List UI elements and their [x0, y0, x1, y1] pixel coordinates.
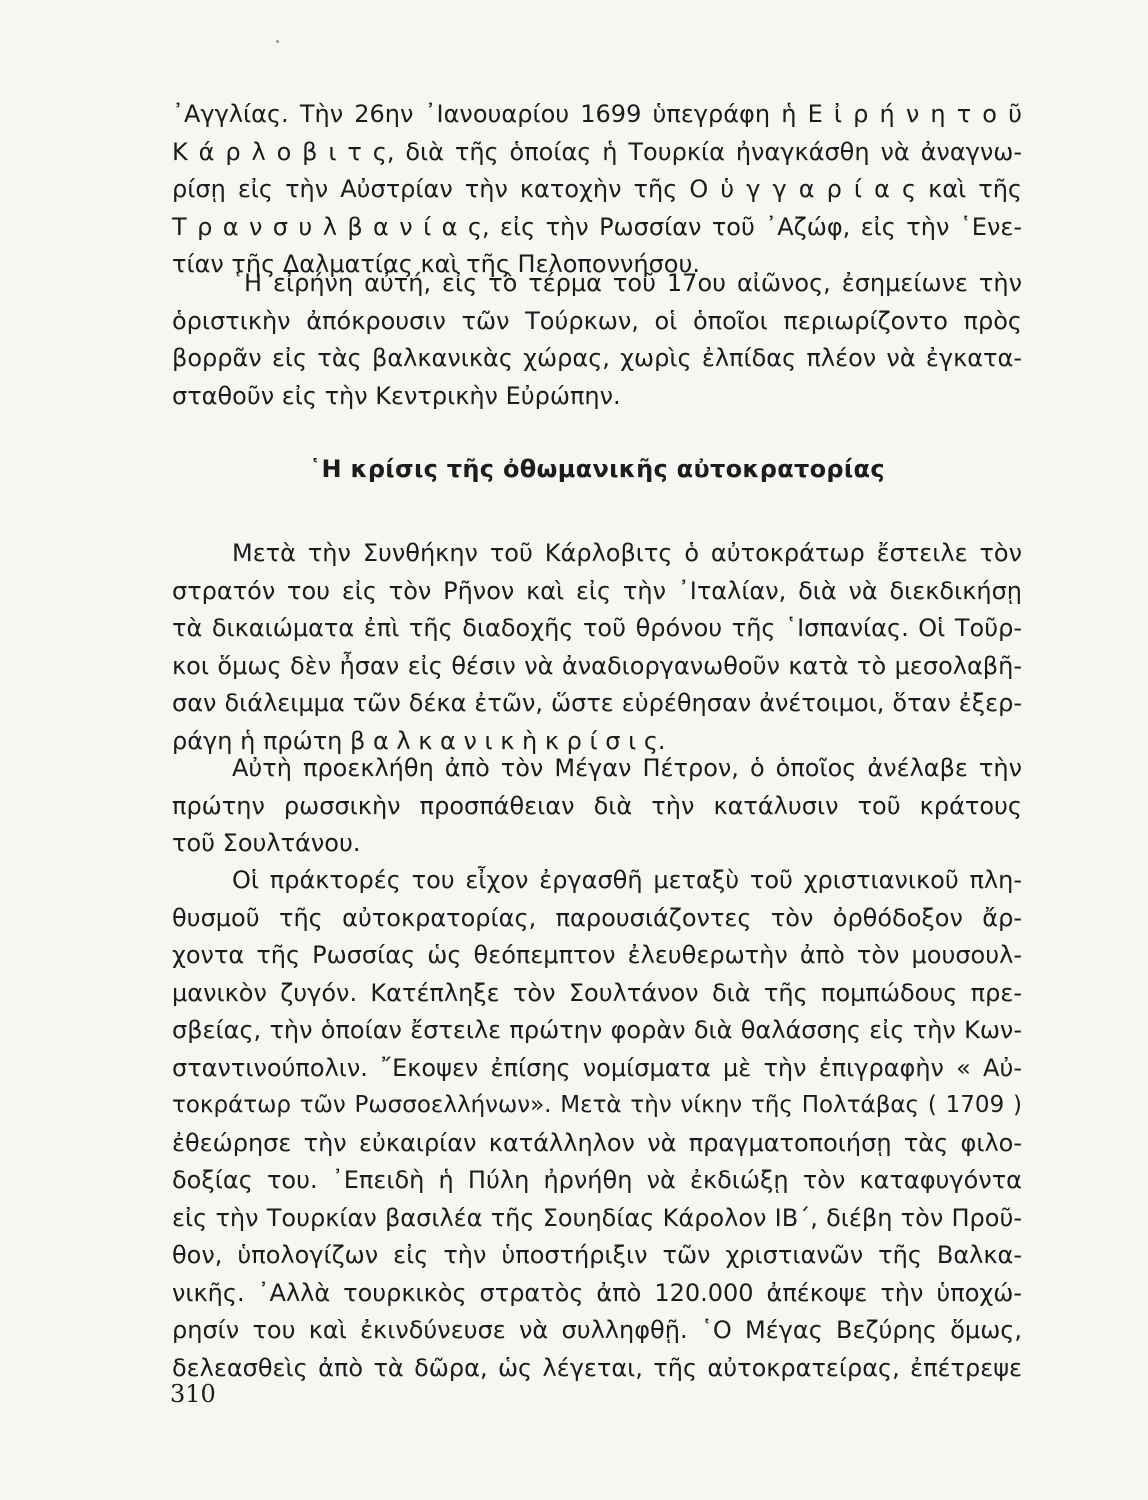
- text-line: τοκράτωρ τῶν Ρωσσοελλήνων». Μετὰ τὴν νίκην τῆς Πολτάβας ( 1709 ): [172, 1092, 1022, 1118]
- text-line: ρησίν του καὶ ἐκινδύνευσε νὰ συλληφθῇ. ῾Ο Μέγας Βεζύρης ὅμως,: [172, 1316, 1022, 1344]
- text-line: Κ ά ρ λ ο β ι τ ς, διὰ τῆς ὁποίας ἡ Τουρκία ἠναγκάσθη νὰ ἀναγνω-: [172, 137, 1022, 166]
- text-line: στρατόν του εἰς τὸν Ρῆνον καὶ εἰς τὴν ᾿Ιταλίαν, διὰ νὰ διεκδικήσῃ: [172, 576, 1022, 605]
- text-line: ἐθεώρησε τὴν εὐκαιρίαν κατάλληλον νὰ πραγματοποιήσῃ τὰς φιλο-: [172, 1128, 1022, 1157]
- text-line: νικῆς. ᾿Αλλὰ τουρκικὸς στρατὸς ἀπὸ 120.000 ἀπέκοψε τὴν ὑποχώ-: [172, 1278, 1022, 1307]
- text-line: Μετὰ τὴν Συνθήκην τοῦ Κάρλοβιτς ὁ αὐτοκράτωρ ἔστειλε τὸν: [232, 539, 1022, 567]
- text-line: θυσμοῦ τῆς αὐτοκρατορίας, παρουσιάζοντες τὸν ὀρθόδοξον ἄρ-: [172, 903, 1022, 932]
- paragraph-peace-significance: [172, 265, 1022, 415]
- paragraph-after-treaty: [172, 535, 1022, 760]
- scan-speck: [276, 40, 279, 43]
- text-line: βορρᾶν εἰς τὰς βαλκανικὰς χώρας, χωρὶς ἐλπίδας πλέον νὰ ἐγκατα-: [172, 344, 1022, 372]
- text-line: Οἱ πράκτορές του εἶχον ἐργασθῆ μεταξὺ τοῦ χριστιανικοῦ πλη-: [232, 866, 1022, 894]
- text-line: Αὐτὴ προεκλήθη ἀπὸ τὸν Μέγαν Πέτρον, ὁ ὁποῖος ἀνέλαβε τὴν: [232, 754, 1022, 782]
- text-line: δελεασθεὶς ἀπὸ τὰ δῶρα, ὡς λέγεται, τῆς αὐτοκρατείρας, ἐπέτρεψε: [172, 1353, 1022, 1382]
- paragraph-carlowitz-treaty: [172, 96, 1022, 284]
- text-line: δοξίας του. ᾿Επειδὴ ἡ Πύλη ἠρνήθη νὰ ἐκδιώξῃ τὸν καταφυγόντα: [172, 1166, 1022, 1194]
- text-line: κοι ὅμως δὲν ἦσαν εἰς θέσιν νὰ ἀναδιοργανωθοῦν κατὰ τὸ μεσολαβῆ-: [172, 651, 1022, 680]
- paragraph-peter-the-great: [172, 750, 1022, 863]
- text-line: ᾿Αγγλίας. Τὴν 26ην ᾿Ιανουαρίου 1699 ὑπεγράφη ἡ Ε ἰ ρ ή ν η τ ο ῦ: [172, 100, 1022, 128]
- text-line: ῾Η εἰρήνη αὐτή, εἰς τὸ τέρμα τοῦ 17ου αἰῶνος, ἐσημείωνε τὴν: [232, 269, 1022, 297]
- text-line: χοντα τῆς Ρωσσίας ὡς θεόπεμπτον ἐλευθερωτὴν ἀπὸ τὸν μουσουλ-: [172, 941, 1022, 969]
- text-line: Τ ρ α ν σ υ λ β α ν ί α ς, εἰς τὴν Ρωσσίαν τοῦ ᾿Αζώφ, εἰς τὴν ῾Ενε-: [172, 212, 1022, 241]
- text-line: ὁριστικὴν ἀπόκρουσιν τῶν Τούρκων, οἱ ὁποῖοι περιωρίζοντο πρὸς: [172, 306, 1022, 335]
- page-number: 310: [170, 1380, 216, 1408]
- section-heading: ῾Η κρίσις τῆς ὀθωμανικῆς αὐτοκρατορίας: [309, 455, 885, 483]
- text-line: μανικὸν ζυγόν. Κατέπληξε τὸν Σουλτάνον διὰ τῆς πομπώδους πρε-: [172, 978, 1022, 1007]
- text-line: σταθοῦν εἰς τὴν Κεντρικὴν Εὐρώπην.: [172, 381, 621, 410]
- text-line: πρώτην ρωσσικὴν προσπάθειαν διὰ τὴν κατάλυσιν τοῦ κράτους: [172, 791, 1022, 820]
- text-line: τοῦ Σουλτάνου.: [172, 829, 361, 857]
- text-line: εἰς τὴν Τουρκίαν βασιλέα τῆς Σουηδίας Κάρολον ΙΒ΄, διέβη τὸν Προῦ-: [172, 1203, 1022, 1232]
- text-line: τίαν τῆς Δαλματίας καὶ τῆς Πελοποννήσου.: [172, 250, 700, 278]
- text-line: σταντινούπολιν. ῎Εκοψεν ἐπίσης νομίσματα μὲ τὴν ἐπιγραφὴν « Αὐ-: [172, 1053, 1022, 1082]
- text-line: ρίσῃ εἰς τὴν Αὐστρίαν τὴν κατοχὴν τῆς Ο ὑ γ γ α ρ ί α ς καὶ τῆς: [172, 175, 1022, 203]
- paragraph-agents: [172, 862, 1022, 1387]
- text-line: τὰ δικαιώματα ἐπὶ τῆς διαδοχῆς τοῦ θρόνου τῆς ῾Ισπανίας. Οἱ Τοῦρ-: [172, 614, 1022, 642]
- text-line: σβείας, τὴν ὁποίαν ἔστειλε πρώτην φορὰν διὰ θαλάσσης εἰς τὴν Κων-: [172, 1016, 1022, 1044]
- text-line: ράγη ἡ πρώτη β α λ κ α ν ι κ ὴ κ ρ ί σ ι ς.: [172, 726, 666, 755]
- text-line: θον, ὑπολογίζων εἰς τὴν ὑποστήριξιν τῶν χριστιανῶν τῆς Βαλκα-: [172, 1241, 1022, 1269]
- text-line: σαν διάλειμμα τῶν δέκα ἐτῶν, ὥστε εὑρέθησαν ἀνέτοιμοι, ὅταν ἐξερ-: [172, 689, 1022, 717]
